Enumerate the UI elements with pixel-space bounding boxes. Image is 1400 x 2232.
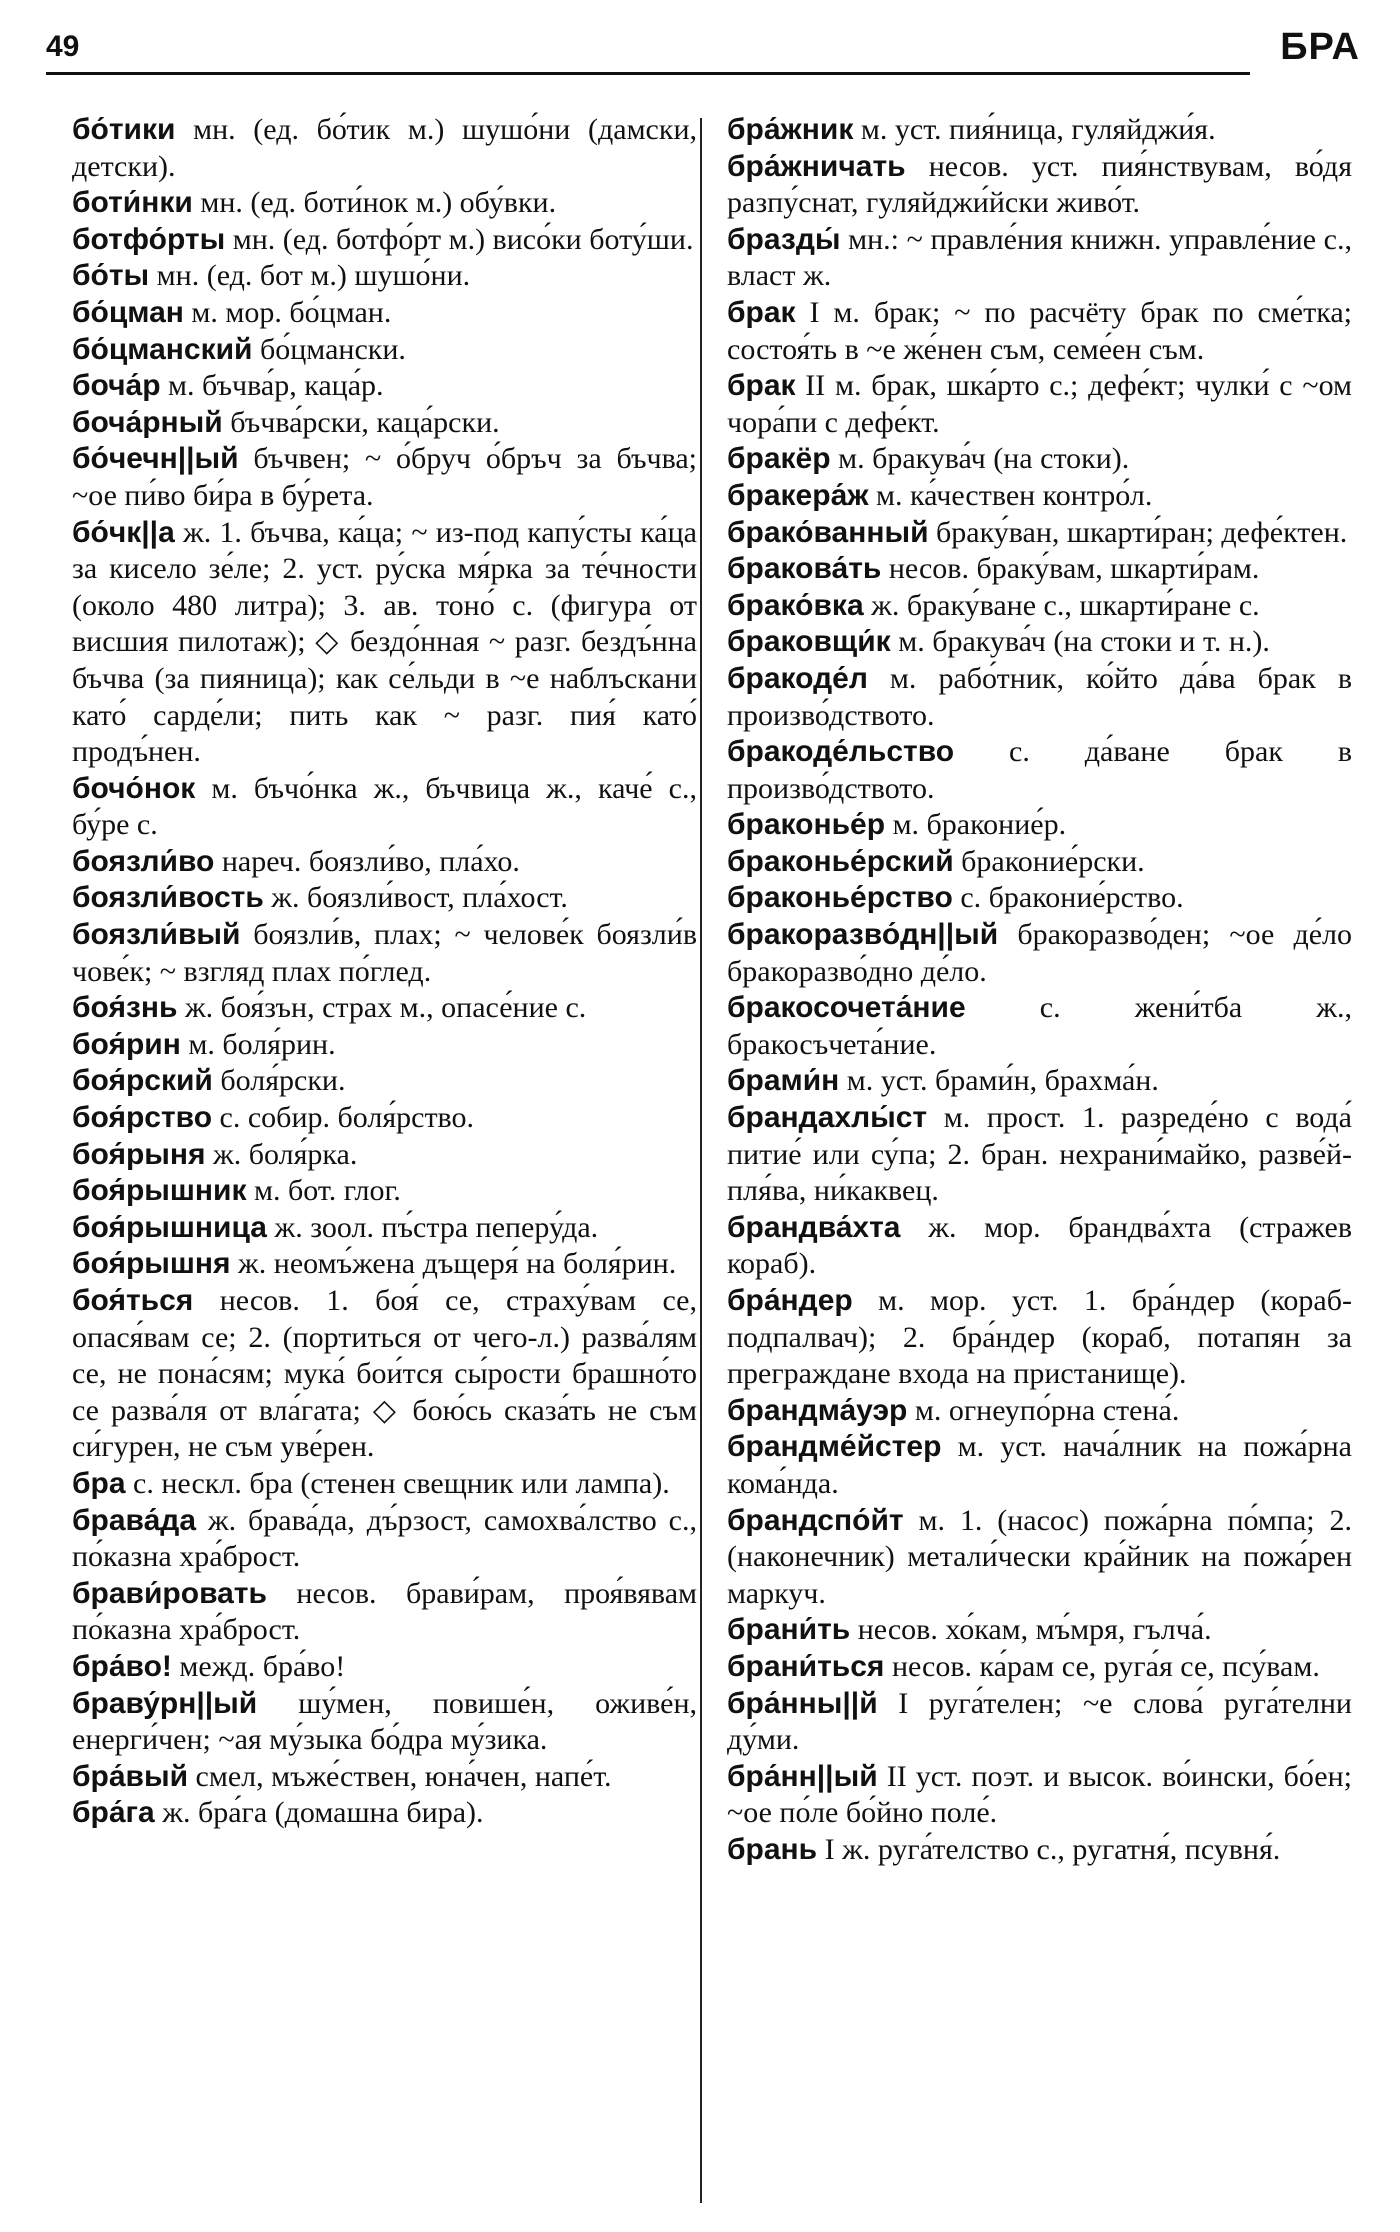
dictionary-entry — [727, 624, 1352, 661]
dictionary-entry — [727, 1063, 1352, 1100]
dictionary-entry — [72, 1246, 697, 1283]
headword: бочо́нок — [72, 771, 196, 805]
left-column — [72, 112, 697, 1832]
definition: мн.: ~ правле́ния книжн. управле́ние с., власт ж. — [727, 222, 1352, 293]
column-divider — [700, 118, 702, 2203]
definition: ж. боязли́вост, пла́хост. — [263, 881, 568, 915]
definition: м. огнеупо́рна стена́. — [907, 1393, 1180, 1427]
definition: несов. 1. боя́ се, страху́вам се, опася́вам се; 2. (портиться от чего-л.) разва́лям се, не пона́сям; мука́ бои́тся сы́рости брашно́то се разва́ля от вла́гата; ◇ бою́сь сказа́ть не съм си́гурен, не съм уве́рен. — [72, 1284, 697, 1464]
headword: бра́жник — [727, 113, 854, 146]
headword: бракоразво́дн||ый — [727, 918, 999, 952]
headword: браву́рн||ый — [72, 1686, 258, 1720]
headword: брандма́уэр — [727, 1393, 908, 1427]
dictionary-entry — [72, 1210, 697, 1247]
dictionary-entry — [727, 149, 1352, 222]
dictionary-entry — [727, 1100, 1352, 1210]
headword: бра́вый — [72, 1759, 189, 1793]
right-column — [727, 112, 1352, 1869]
definition: несов. уст. пия́нствувам, во́дя разпу́снат, гуляйджи́йски живо́т. — [727, 149, 1352, 220]
dictionary-entry — [72, 1649, 697, 1686]
dictionary-entry — [727, 734, 1352, 807]
headword: боязли́во — [72, 844, 215, 878]
dictionary-entry — [72, 332, 697, 369]
definition: ж. браку́ване с., шкарти́ране с. — [863, 588, 1260, 622]
dictionary-entry — [727, 368, 1352, 441]
definition: ж. мор. брандва́хта (стражев кораб). — [727, 1210, 1352, 1281]
headword: боя́рский — [72, 1064, 213, 1098]
definition: бо́цмански. — [252, 332, 406, 366]
headword: брань — [727, 1832, 818, 1866]
headword: боя́знь — [72, 991, 178, 1025]
definition: м. браконие́р. — [885, 808, 1067, 842]
headword: браковщи́к — [727, 625, 891, 659]
dictionary-entry — [72, 185, 697, 222]
headword: боя́рство — [72, 1101, 213, 1135]
definition: боязли́в, плах; ~ челове́к боязли́в чове́к; ~ взгляд плах по́глед. — [72, 918, 697, 988]
headword: боя́рышня — [72, 1247, 231, 1281]
headword: бра́ндер — [727, 1284, 853, 1317]
dictionary-entry — [72, 222, 697, 259]
page-header — [46, 22, 1360, 78]
definition: м. боля́рин. — [180, 1027, 336, 1061]
definition: шу́мен, повише́н, оживе́н, енерги́чен; ~ая му́зыка бо́дра му́зика. — [72, 1686, 697, 1757]
dictionary-entry — [727, 917, 1352, 990]
headword: бо́чечн||ый — [72, 442, 239, 476]
dictionary-entry — [727, 515, 1352, 552]
headword: брандахлы́ст — [727, 1101, 928, 1135]
dictionary-entry — [727, 661, 1352, 734]
headword: браконье́рство — [727, 881, 953, 915]
dictionary-entry — [727, 441, 1352, 478]
header-rule — [46, 72, 1250, 75]
headword: бракосочета́ние — [727, 991, 966, 1025]
definition: м. бракува́ч (на стоки). — [830, 442, 1130, 476]
headword: брани́ть — [727, 1613, 851, 1647]
definition: м. бъчва́р, каца́р. — [160, 369, 384, 403]
definition: с. нескл. бра (стенен свещник или лампа). — [125, 1466, 670, 1500]
definition: бракоразво́ден; ~ое де́ло бракоразво́дно де́ло. — [727, 918, 1352, 988]
dictionary-entry — [72, 917, 697, 990]
dictionary-entry — [72, 368, 697, 405]
page-number: 49 — [46, 30, 80, 63]
definition: ж. неомъ́жена дъщеря́ на боля́рин. — [230, 1247, 677, 1281]
dictionary-entry — [72, 1100, 697, 1137]
headword: бо́ты — [72, 259, 150, 293]
dictionary-entry — [72, 1173, 697, 1210]
dictionary-entry — [727, 588, 1352, 625]
headword: браконье́р — [727, 808, 886, 842]
headword: боча́рный — [72, 405, 223, 439]
dictionary-entry — [72, 1137, 697, 1174]
dictionary-entry — [72, 990, 697, 1027]
dictionary-entry — [727, 1283, 1352, 1393]
dictionary-entry — [72, 405, 697, 442]
definition: м. прост. 1. разреде́но с вода́ питие́ или су́па; 2. бран. нехрани́майко, разве́й-пля́ва, ни́каквец. — [727, 1101, 1352, 1208]
dictionary-entry — [727, 1686, 1352, 1759]
headword: боча́р — [72, 369, 161, 403]
headword: брако́ванный — [727, 515, 929, 549]
running-head: БРА — [1280, 26, 1360, 68]
headword: бра́жничать — [727, 149, 906, 183]
dictionary-entry — [727, 1429, 1352, 1502]
headword: боязли́вый — [72, 918, 241, 952]
headword: боя́рышница — [72, 1210, 267, 1244]
definition: м. бракува́ч (на стоки и т. н.). — [890, 625, 1270, 659]
headword: брандва́хта — [727, 1210, 901, 1244]
headword: бракова́ть — [727, 552, 882, 586]
headword: бра́га — [72, 1796, 155, 1830]
headword: боязли́вость — [72, 881, 264, 915]
dictionary-entry — [727, 295, 1352, 368]
dictionary-entry — [72, 1063, 697, 1100]
headword: бра — [72, 1466, 126, 1500]
definition: м. бъчо́нка ж., бъчвица ж., каче́ с., бу́ре с. — [72, 771, 697, 842]
dictionary-entry — [72, 1503, 697, 1576]
definition: смел, мъже́ствен, юна́чен, напе́т. — [188, 1759, 612, 1793]
headword: бо́чк||а — [72, 515, 175, 549]
definition: I руга́телен; ~е слова́ руга́телни ду́ми. — [727, 1686, 1352, 1757]
headword: брами́н — [727, 1064, 840, 1098]
definition: м. 1. (насос) пожа́рна по́мпа; 2. (наконечник) метали́чески кра́йник на пожа́рен маркуч. — [727, 1503, 1352, 1610]
definition: I ж. руга́телство с., ругатня́, псувня́. — [817, 1832, 1281, 1866]
headword: боти́нки — [72, 186, 193, 220]
definition: I м. брак; ~ по расчёту брак по сме́тка; состоя́ть в ~е же́нен съм, семе́ен съм. — [727, 295, 1352, 366]
headword: браконье́рский — [727, 844, 954, 878]
headword: бракёр — [727, 442, 831, 476]
definition: м. уст. нача́лник на пожа́рна кома́нда. — [727, 1430, 1352, 1500]
dictionary-entry — [72, 1283, 697, 1466]
dictionary-entry — [727, 1832, 1352, 1869]
definition: нареч. боязли́во, пла́хо. — [214, 844, 520, 878]
dictionary-entry — [727, 990, 1352, 1063]
dictionary-entry — [727, 1759, 1352, 1832]
dictionary-entry — [72, 1795, 697, 1832]
headword: брава́да — [72, 1503, 196, 1537]
headword: бо́цман — [72, 295, 184, 329]
definition: м. бот. глог. — [246, 1174, 401, 1208]
dictionary-entry — [727, 1649, 1352, 1686]
dictionary-entry — [727, 1393, 1352, 1430]
headword: бо́цманский — [72, 332, 253, 366]
dictionary-entry — [727, 222, 1352, 295]
dictionary-entry — [727, 478, 1352, 515]
dictionary-entry — [72, 1686, 697, 1759]
headword: бракоде́л — [727, 661, 868, 695]
headword: бо́тики — [72, 113, 176, 146]
definition: ж. 1. бъчва, ка́ца; ~ из-под капу́сты ка́ца за кисело зе́ле; 2. уст. ру́ска мя́рка за те́чности (около 480 литра); 3. ав. тоно́ с. (фигура от висшия пилотаж); ◇ бездо́нная ~ разг. бездъ́нна бъчва (за пияница); как се́льди в ~е наблъскани като́ сарде́ли; пить как ~ разг. пия́ като́ продъ́нен. — [72, 515, 697, 769]
headword: боя́рыня — [72, 1137, 206, 1171]
dictionary-entry — [72, 1576, 697, 1649]
headword: бра́во! — [72, 1649, 172, 1683]
definition: боля́рски. — [212, 1064, 346, 1098]
definition: мн. (ед. боти́нок м.) обу́вки. — [192, 186, 557, 220]
headword: бракера́ж — [727, 478, 869, 512]
dictionary-entry — [72, 844, 697, 881]
definition: м. мор. уст. 1. бра́ндер (кораб-подпалвач); 2. бра́ндер (кораб, потапян за преграждане входа на пристанище). — [727, 1284, 1352, 1391]
definition: браку́ван, шкарти́ран; дефе́ктен. — [928, 515, 1348, 549]
headword: брави́ровать — [72, 1576, 267, 1610]
headword: боя́ться — [72, 1284, 194, 1317]
dictionary-entry — [72, 1759, 697, 1796]
headword: брако́вка — [727, 588, 864, 622]
dictionary-entry — [727, 551, 1352, 588]
headword: бракоде́льство — [727, 735, 955, 769]
headword: боя́рин — [72, 1027, 181, 1061]
definition: м. ка́чествен контро́л. — [868, 478, 1153, 512]
dictionary-entry — [72, 515, 697, 771]
definition: м. рабо́тник, ко́йто да́ва брак в произво́дството. — [727, 661, 1352, 732]
definition: бъчвен; ~ о́бруч о́бръч за бъчва; ~ое пи́во би́ра в бу́рета. — [72, 442, 697, 512]
definition: браконие́рски. — [953, 844, 1145, 878]
headword: боя́рышник — [72, 1174, 247, 1208]
headword: бра́нн||ый — [727, 1759, 878, 1793]
definition: бъчва́рски, каца́рски. — [222, 405, 500, 439]
definition: ж. боля́рка. — [205, 1137, 358, 1171]
definition: несов. браку́вам, шкарти́рам. — [881, 552, 1260, 586]
dictionary-entry — [727, 1503, 1352, 1613]
definition: с. собир. боля́рство. — [212, 1101, 475, 1135]
headword: бра́нны||й — [727, 1686, 878, 1720]
definition: ж. бра́га (домашна бира). — [154, 1796, 484, 1830]
definition: м. мор. бо́цман. — [183, 295, 392, 329]
definition: несов. хо́кам, мъ́мря, гълча́. — [850, 1613, 1212, 1647]
definition: несов. брави́рам, проя́вявам по́казна хра́брост. — [72, 1576, 697, 1647]
dictionary-entry — [72, 771, 697, 844]
dictionary-entry — [727, 844, 1352, 881]
definition: мн. (ед. ботфо́рт м.) висо́ки боту́ши. — [225, 222, 694, 256]
definition: мн. (ед. бо́тик м.) шушо́ни (дамски, детски). — [72, 113, 697, 183]
headword: брандме́йстер — [727, 1430, 942, 1464]
definition: м. уст. брами́н, брахма́н. — [839, 1064, 1159, 1098]
headword: брандспо́йт — [727, 1503, 904, 1537]
dictionary-entry — [727, 807, 1352, 844]
headword: брани́ться — [727, 1649, 885, 1683]
dictionary-entry — [72, 1466, 697, 1503]
definition: II м. брак, шка́рто с.; дефе́кт; чулки́ с ~ом чора́пи с дефе́кт. — [727, 369, 1352, 439]
definition: межд. бра́во! — [171, 1649, 346, 1683]
dictionary-entry — [727, 112, 1352, 149]
headword: ботфо́рты — [72, 222, 226, 256]
headword: бразды́ — [727, 222, 841, 256]
dictionary-entry — [72, 880, 697, 917]
dictionary-entry — [72, 112, 697, 185]
definition: с. браконие́рство. — [952, 881, 1184, 915]
definition: с. да́ване брак в произво́дството. — [727, 735, 1352, 805]
headword: брак — [727, 369, 796, 403]
definition: мн. (ед. бот м.) шушо́ни. — [149, 259, 471, 293]
dictionary-entry — [72, 441, 697, 514]
dictionary-entry — [727, 880, 1352, 917]
definition: с. жени́тба ж., бракосъчета́ние. — [727, 991, 1352, 1061]
definition: ж. зоол. пъ́стра пеперу́да. — [266, 1210, 599, 1244]
definition: II уст. поэт. и высок. во́ински, бо́ен; ~ое по́ле бо́йно поле́. — [727, 1759, 1352, 1830]
definition: ж. боя́зън, страх м., опасе́ние с. — [177, 991, 587, 1025]
dictionary-entry — [72, 258, 697, 295]
definition: несов. ка́рам се, руга́я се, псу́вам. — [884, 1649, 1320, 1683]
dictionary-entry — [72, 295, 697, 332]
headword: брак — [727, 295, 796, 329]
dictionary-entry — [727, 1612, 1352, 1649]
dictionary-entry — [727, 1210, 1352, 1283]
definition: м. уст. пия́ница, гуляйджи́я. — [853, 113, 1216, 146]
definition: ж. брава́да, дъ́рзост, самохва́лство с., по́казна хра́брост. — [72, 1503, 697, 1574]
dictionary-entry — [72, 1027, 697, 1064]
